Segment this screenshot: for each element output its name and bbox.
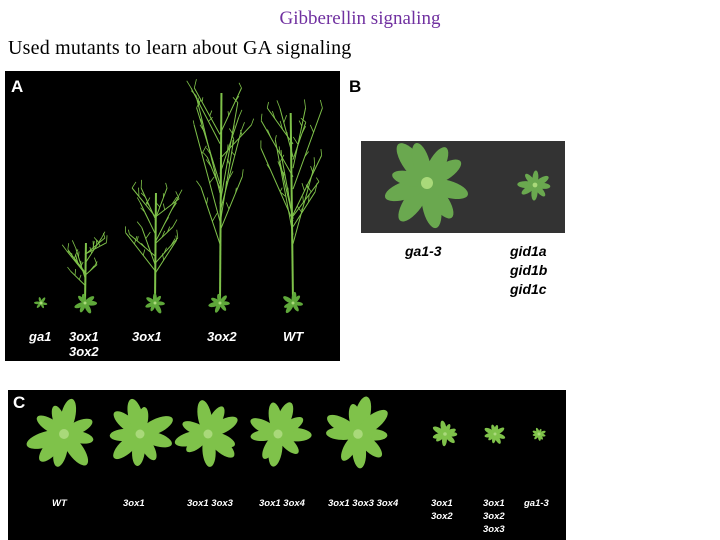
panel-a-plant-silique (145, 213, 149, 221)
panel-a-plant-branch (155, 199, 179, 217)
panel-a-plant-silique (132, 182, 136, 188)
panel-a-plant-silique (310, 125, 313, 132)
panel-a-plant-silique (239, 83, 242, 88)
slide-title: Gibberellin signaling (279, 8, 441, 29)
panel-a-genotype-label: ga1 (29, 329, 52, 344)
panel-c-genotype-label: 3ox1 3ox4 (259, 498, 305, 509)
panel-c-plant-center (494, 433, 497, 436)
panel-a-plant-silique (226, 202, 229, 209)
panel-c-plant-center (59, 429, 69, 439)
panel-c-label: C (13, 393, 26, 412)
panel-a-plant-branch (85, 238, 105, 255)
panel-a-plant-silique (267, 102, 268, 108)
panel-a-genotype-label: 3ox2 (207, 329, 237, 344)
panel-a-plant-silique (179, 190, 182, 196)
panel-a-plant-silique (288, 188, 289, 195)
panel-a-plant-silique (62, 245, 67, 251)
slide-subtitle: Used mutants to learn about GA signaling (8, 37, 352, 59)
panel-a-plant-silique (107, 235, 108, 242)
panel-c-genotype-label: ga1-3 (524, 498, 549, 509)
panel-a-plant-branch (261, 148, 293, 221)
panel-a-plant-branch (155, 196, 179, 243)
panel-a-plant-rosette-center (154, 302, 157, 305)
panel-a-plant-silique (275, 135, 276, 140)
panel-a-plant-rosette-center (84, 302, 87, 305)
panel-a-plant-silique (321, 149, 322, 155)
panel-a-plant-branch (293, 155, 322, 214)
panel-a-plant-silique (203, 153, 207, 157)
panel-a-plant-silique (166, 183, 167, 188)
panel-a-plant-silique (194, 79, 196, 88)
panel-a-plant-silique (302, 183, 304, 191)
panel-a-plant-silique (241, 122, 244, 131)
panel-c-plant-center (443, 432, 447, 436)
panel-a-plant-silique (299, 121, 302, 127)
panel-a-plant-silique (163, 204, 164, 210)
panel-a-plant-branch (293, 122, 306, 159)
panel-a-genotype-label: 3ox1 3ox2 (69, 329, 99, 359)
panel-a-plant-silique (228, 111, 229, 115)
panel-a-plant-silique (315, 183, 317, 192)
panel-a-plant-branch (220, 88, 242, 134)
panel-a-plant-silique (207, 197, 208, 204)
panel-a-plant-silique (165, 217, 169, 224)
panel-a-plant-silique (193, 120, 194, 124)
panel-b-photo (361, 141, 565, 233)
panel-a-plant-silique (79, 275, 81, 280)
panel-a-plant-branch (293, 165, 315, 244)
panel-c-genotype-label: 3ox1 (123, 498, 145, 509)
panel-a-plant-silique (251, 119, 253, 125)
panel-c-plant-center (204, 430, 213, 439)
panel-a-plant-silique (202, 97, 203, 102)
panel-a-plant-silique (202, 146, 206, 154)
panel-a-plant-silique (67, 267, 70, 271)
panel-c-photo (8, 390, 566, 540)
panel-a-plant-silique (75, 269, 76, 275)
panel-a-plant-silique (137, 236, 138, 240)
panel-a-plant-stem (155, 193, 156, 303)
panel-b-plant-center (533, 183, 538, 188)
panel-a-plant-rosette-center (292, 302, 295, 305)
panel-c-plant-center (136, 430, 145, 439)
panel-a-label: A (11, 77, 24, 96)
panel-a-plant-silique (143, 249, 145, 255)
panel-a-plant-silique (304, 99, 305, 108)
panel-a-plant-silique (242, 169, 243, 176)
panel-b-plant-center (421, 177, 433, 189)
panel-a-plant-silique (68, 243, 69, 249)
panel-a-plant-silique (303, 196, 304, 202)
panel-a-plant-branch (201, 187, 220, 244)
panel-b-rosettes (361, 141, 565, 233)
panel-b-genotype-label: gid1a gid1b gid1c (510, 243, 548, 297)
panel-a-plant-silique (239, 110, 242, 118)
panel-a-plant-branch (71, 271, 85, 285)
panel-a-plant-silique (146, 232, 151, 239)
panel-c-genotype-label: 3ox1 3ox2 3ox3 (483, 498, 505, 535)
panel-a-plant-silique (261, 114, 262, 121)
panel-b-label: B (349, 77, 362, 96)
panel-a-plant-branch (293, 192, 315, 227)
panel-a-plant-rosette-center (219, 302, 222, 305)
panel-a-plant-silique (227, 144, 228, 151)
panel-a-plant-silique (280, 188, 282, 192)
panel-b-genotype-label: ga1-3 (405, 243, 442, 259)
panel-a-plant-silique (137, 222, 142, 228)
panel-a-plant-silique (177, 230, 178, 238)
panel-a-genotype-label: WT (283, 329, 304, 344)
panel-a-plant-silique (212, 213, 217, 221)
panel-a-plant-silique (277, 100, 280, 108)
panel-a-plant-silique (320, 100, 322, 108)
panel-a-plant-silique (316, 178, 319, 182)
panel-c-plant-center (274, 430, 283, 439)
panel-c-plant-center (538, 433, 541, 436)
panel-a-plant-silique (284, 115, 287, 122)
panel-a-plant-silique (196, 181, 200, 187)
panel-a-genotype-label: 3ox1 (132, 329, 162, 344)
panel-a-plant-silique (210, 111, 212, 116)
panel-a-plant-silique (210, 177, 214, 183)
panel-a-plant-silique (173, 220, 177, 228)
panel-a-plant-silique (72, 240, 75, 248)
panel-a-plant-branch (155, 227, 173, 244)
panel-a-plant-silique (187, 81, 191, 88)
panel-c-plant-center (353, 429, 363, 439)
panel-a-photo (5, 71, 340, 361)
panel-a-plant-silique (128, 230, 129, 235)
panel-a-plant-silique (293, 137, 298, 145)
panel-c-genotype-label: 3ox1 3ox3 (187, 498, 233, 509)
panel-a-plant-branch (155, 238, 178, 263)
panel-c-genotype-label: 3ox1 3ox2 (431, 498, 453, 522)
panel-c-genotype-label: WT (52, 498, 67, 509)
panel-a-plants (5, 71, 340, 361)
panel-a-plant-center (40, 302, 43, 305)
panel-c-genotype-label: 3ox1 3ox3 3ox4 (328, 498, 399, 509)
